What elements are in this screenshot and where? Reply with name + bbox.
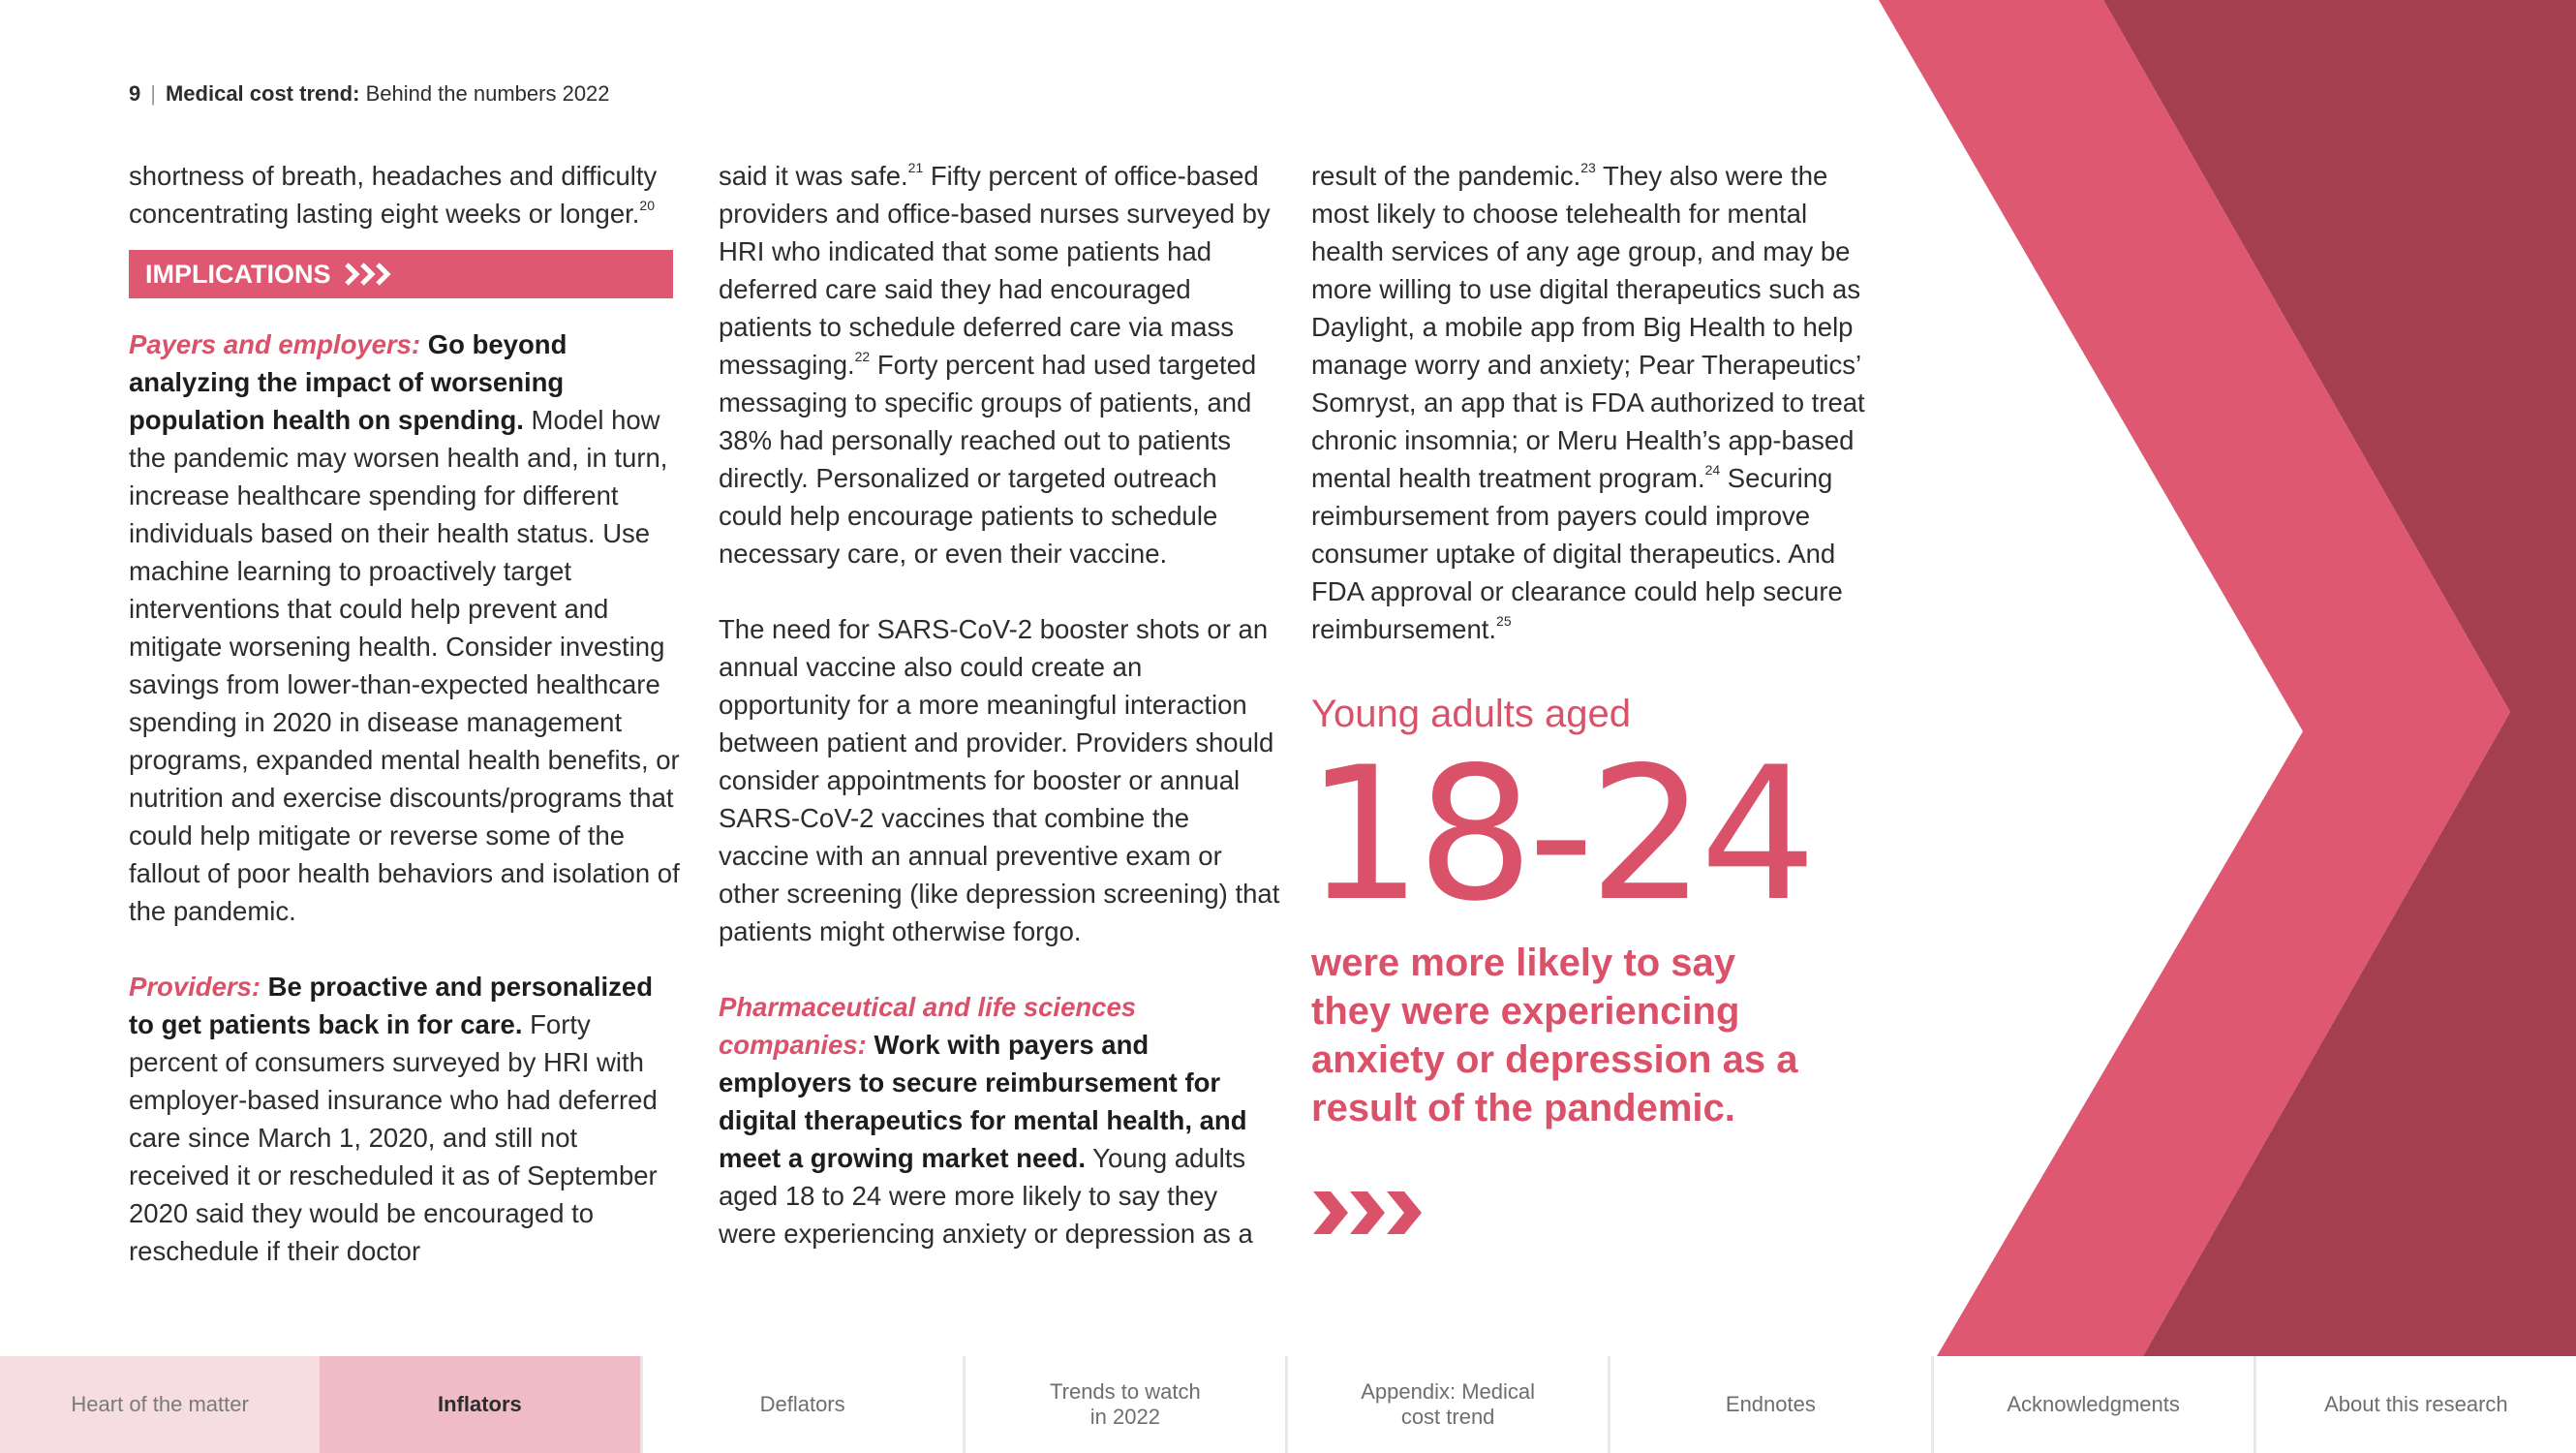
endnote-ref[interactable]: 23 — [1580, 159, 1596, 175]
paragraph — [1311, 157, 1873, 648]
paragraph-text: shortness of breath, headaches and difficulty concentrating lasting eight weeks or longer. — [129, 161, 658, 229]
implications-banner — [129, 250, 673, 298]
stat-description: were more likely to say they were experiencing anxiety or depression as a result of the pandemic. — [1311, 942, 1798, 1129]
paragraph-text: result of the pandemic. — [1311, 161, 1581, 191]
paragraph — [719, 157, 1280, 572]
triple-chevron-icon — [345, 261, 399, 288]
paragraph-text: Securing reimbursement from payers could improve consumer uptake of digital therapeutics. And FDA approval or clearance could help secure reimbursement. — [1311, 463, 1843, 644]
paragraph — [129, 157, 681, 232]
endnote-ref[interactable]: 22 — [854, 348, 871, 364]
paragraph-text: They also were the most likely to choose telehealth for mental health services of any age group, and may be more willing to use digital therapeutics such as Daylight, a mobile app from Big Health to help manage worry and anxiety; Pear Therapeutics’ Somryst, an app that is FDA authorized to treat chronic insomnia; or Meru Health’s app-based mental health treatment program. — [1311, 161, 1865, 493]
text-column-2 — [719, 157, 1280, 1252]
nav-appendix[interactable] — [1285, 1356, 1608, 1453]
nav-endnotes[interactable] — [1608, 1356, 1930, 1453]
payers-paragraph — [129, 325, 681, 930]
running-header — [129, 81, 610, 107]
endnote-ref[interactable]: 20 — [639, 197, 655, 213]
stat-lead: Young adults aged — [1311, 693, 1631, 735]
implications-label: IMPLICATIONS — [145, 260, 331, 289]
nav-label: Deflators — [759, 1392, 845, 1416]
header-separator: | — [150, 81, 156, 106]
nav-acknowledgments[interactable] — [1931, 1356, 2254, 1453]
nav-trends-to-watch[interactable] — [963, 1356, 1285, 1453]
nav-label: Acknowledgments — [2007, 1392, 2180, 1416]
paragraph-text: Fifty percent of office-based providers and office-based nurses surveyed by HRI who indicated that some patients had deferred care said they had encouraged patients to schedule deferred care via mass messaging. — [719, 161, 1271, 380]
nav-label: Inflators — [437, 1392, 522, 1416]
nav-label: Appendix: Medical cost trend — [1361, 1379, 1536, 1429]
providers-label: Providers: — [129, 972, 261, 1002]
stat-number: 18-24 — [1305, 727, 1812, 942]
report-title-rest: Behind the numbers 2022 — [359, 81, 610, 106]
paragraph-text: Forty percent had used targeted messaging to specific groups of patients, and 38% had personally reached out to patients directly. Personalized or targeted outreach could help encourage patients to schedule necessary care, or even their vaccine. — [719, 350, 1257, 569]
payers-lead: Go beyond analyzing the impact of worsening population health on spending. — [129, 329, 567, 435]
providers-lead: Be proactive and personalized to get patients back in for care. — [129, 972, 654, 1039]
nav-label: Endnotes — [1725, 1392, 1816, 1416]
light-chevron-shape — [1879, 0, 2510, 1356]
endnote-ref[interactable]: 24 — [1704, 461, 1721, 478]
nav-about-this-research[interactable] — [2254, 1356, 2576, 1453]
nav-label: Trends to watch in 2022 — [1050, 1379, 1201, 1429]
payers-label: Payers and employers: — [129, 329, 421, 359]
providers-paragraph — [129, 968, 681, 1270]
nav-label: Heart of the matter — [71, 1392, 249, 1416]
paragraph: The need for SARS-CoV-2 booster shots or an annual vaccine also could create an opportunity for a more meaningful interaction between patient and provider. Providers should consider appointments for booster or annual SARS-CoV-2 vaccines that combine the vaccine with an annual preventive exam or other screening (like depression screening) that patients might otherwise forgo. — [719, 614, 1280, 946]
pharma-lead: Work with payers and employers to secure reimbursement for digital therapeutics for mental health, and meet a growing market need. — [719, 1030, 1247, 1173]
pharma-label: Pharmaceutical and life sciences companies: — [719, 992, 1137, 1060]
providers-text: Forty percent of consumers surveyed by HRI with employer-based insurance who had deferred care since March 1, 2020, and still not received it or rescheduled it as of September 2020 said they would be encouraged to reschedule if their doctor — [129, 1009, 658, 1266]
nav-heart-of-the-matter[interactable] — [0, 1356, 320, 1453]
endnote-ref[interactable]: 21 — [907, 159, 924, 175]
text-column-3 — [1305, 157, 1873, 1247]
triple-chevron-icon — [1311, 1189, 1873, 1247]
nav-label: About this research — [2324, 1392, 2508, 1416]
page-number: 9 — [129, 81, 141, 106]
text-column-1 — [129, 157, 681, 1270]
pharma-text: Young adults aged 18 to 24 were more likely to say they were experiencing anxiety or depression as a — [719, 1143, 1253, 1249]
nav-inflators[interactable] — [320, 1356, 639, 1453]
section-nav-bar — [0, 1356, 2576, 1453]
dark-chevron-shape — [2103, 0, 2576, 1356]
pharma-paragraph — [719, 988, 1280, 1252]
nav-deflators[interactable] — [640, 1356, 963, 1453]
endnote-ref[interactable]: 25 — [1496, 612, 1512, 629]
payers-text: Model how the pandemic may worsen health and, in turn, increase healthcare spending for different individuals based on their health status. Use machine learning to proactively target interventions that could help prevent and mitigate worsening health. Consider investing savings from lower-than-expected healthcare spending in 2020 in disease management programs, expanded mental health benefits, or nutrition and exercise discounts/programs that could help mitigate or reverse some of the fallout of poor health behaviors and isolation of the pandemic. — [129, 405, 680, 926]
report-title-bold: Medical cost trend: — [165, 81, 360, 106]
paragraph-text: said it was safe. — [719, 161, 908, 191]
